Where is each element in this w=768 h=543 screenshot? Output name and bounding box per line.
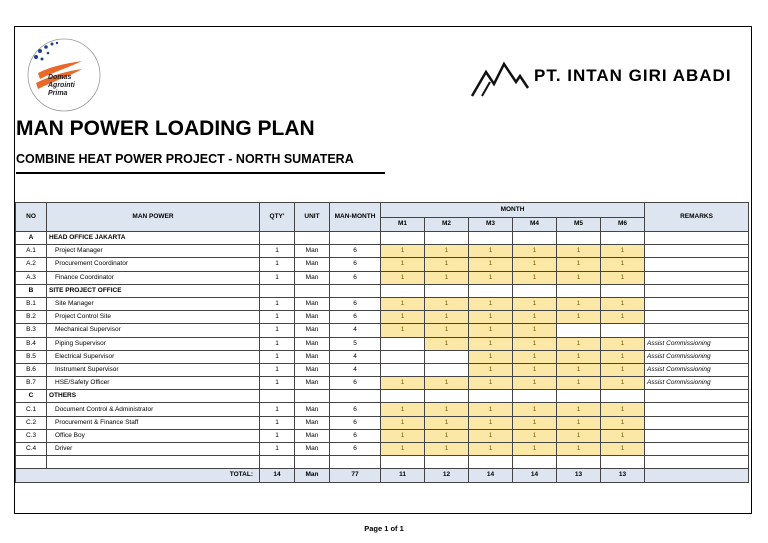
table-row [16, 324, 749, 337]
row-m2: 1 [425, 258, 469, 271]
empty-cell [425, 284, 469, 297]
empty-cell [330, 232, 381, 245]
row-position: Electrical Supervisor [47, 350, 260, 363]
row-unit: Man [295, 403, 330, 416]
row-m6: 1 [601, 337, 645, 350]
page-subtitle: COMBINE HEAT POWER PROJECT - NORTH SUMATERA [16, 152, 354, 166]
row-m4: 1 [513, 377, 557, 390]
row-m3: 1 [469, 245, 513, 258]
table-row [16, 416, 749, 429]
row-m1 [381, 337, 425, 350]
section-row [16, 390, 749, 403]
row-no: A.1 [16, 245, 47, 258]
row-remarks [645, 258, 749, 271]
empty-cell [601, 456, 645, 469]
total-qty: 14 [260, 469, 295, 482]
row-m4: 1 [513, 297, 557, 310]
empty-cell [645, 284, 749, 297]
row-m2 [425, 350, 469, 363]
table-row [16, 363, 749, 376]
row-m5: 1 [557, 271, 601, 284]
row-unit: Man [295, 324, 330, 337]
row-m3: 1 [469, 337, 513, 350]
col-unit-header: UNIT [295, 203, 330, 232]
row-unit: Man [295, 377, 330, 390]
row-m5: 1 [557, 258, 601, 271]
col-m1-header: M1 [381, 217, 425, 231]
table-row [16, 443, 749, 456]
row-m4: 1 [513, 443, 557, 456]
row-man-month: 6 [330, 429, 381, 442]
row-position: Procurement Coordinator [47, 258, 260, 271]
row-m6 [601, 324, 645, 337]
row-m1: 1 [381, 403, 425, 416]
row-unit: Man [295, 443, 330, 456]
row-m6: 1 [601, 429, 645, 442]
row-remarks: Assist Commissioning [645, 377, 749, 390]
section-no: C [16, 390, 47, 403]
row-remarks [645, 443, 749, 456]
section-no: B [16, 284, 47, 297]
row-remarks [645, 311, 749, 324]
row-remarks [645, 403, 749, 416]
total-label: TOTAL: [16, 469, 260, 482]
table-row [16, 350, 749, 363]
row-no: B.4 [16, 337, 47, 350]
row-m5: 1 [557, 443, 601, 456]
row-m5: 1 [557, 403, 601, 416]
row-no: C.1 [16, 403, 47, 416]
total-m2: 12 [425, 469, 469, 482]
empty-cell [645, 456, 749, 469]
row-m6: 1 [601, 443, 645, 456]
row-position: Document Control & Administrator [47, 403, 260, 416]
row-man-month: 4 [330, 350, 381, 363]
row-m2: 1 [425, 337, 469, 350]
row-m1: 1 [381, 271, 425, 284]
subtitle-underline [16, 172, 385, 174]
total-m1: 11 [381, 469, 425, 482]
logo-text-line: Prima [48, 90, 68, 97]
empty-cell [513, 456, 557, 469]
row-m6: 1 [601, 245, 645, 258]
row-man-month: 4 [330, 363, 381, 376]
row-m3: 1 [469, 363, 513, 376]
row-m1: 1 [381, 297, 425, 310]
empty-cell [260, 390, 295, 403]
row-unit: Man [295, 297, 330, 310]
table-row [16, 429, 749, 442]
page-number: Page 1 of 1 [364, 524, 404, 533]
row-m1 [381, 363, 425, 376]
row-m5: 1 [557, 311, 601, 324]
row-m4: 1 [513, 337, 557, 350]
row-m3: 1 [469, 403, 513, 416]
col-month-header: MONTH [381, 203, 645, 218]
col-m6-header: M6 [601, 217, 645, 231]
empty-cell [469, 232, 513, 245]
row-m2: 1 [425, 245, 469, 258]
row-m3: 1 [469, 271, 513, 284]
row-m1: 1 [381, 429, 425, 442]
empty-cell [469, 284, 513, 297]
total-row [16, 469, 749, 482]
section-row [16, 284, 749, 297]
row-no: C.2 [16, 416, 47, 429]
row-man-month: 6 [330, 311, 381, 324]
col-manmonth-header: MAN-MONTH [330, 203, 381, 232]
row-m6: 1 [601, 363, 645, 376]
row-m2: 1 [425, 311, 469, 324]
empty-cell [557, 284, 601, 297]
row-m1 [381, 350, 425, 363]
row-qty: 1 [260, 324, 295, 337]
row-remarks [645, 429, 749, 442]
row-m4: 1 [513, 271, 557, 284]
section-name: SITE PROJECT OFFICE [47, 284, 260, 297]
row-m5: 1 [557, 350, 601, 363]
row-m3: 1 [469, 350, 513, 363]
total-man-month: 77 [330, 469, 381, 482]
row-man-month: 6 [330, 271, 381, 284]
col-no-header: NO [16, 203, 47, 232]
empty-cell [295, 232, 330, 245]
row-m4: 1 [513, 350, 557, 363]
empty-cell [557, 232, 601, 245]
empty-cell [645, 232, 749, 245]
row-m4: 1 [513, 245, 557, 258]
row-man-month: 4 [330, 324, 381, 337]
row-m3: 1 [469, 311, 513, 324]
row-m1: 1 [381, 443, 425, 456]
row-unit: Man [295, 429, 330, 442]
row-no: B.3 [16, 324, 47, 337]
col-remarks-header: REMARKS [645, 203, 749, 232]
row-m2: 1 [425, 297, 469, 310]
row-m3: 1 [469, 297, 513, 310]
row-qty: 1 [260, 429, 295, 442]
section-name: OTHERS [47, 390, 260, 403]
table-row [16, 258, 749, 271]
table-row [16, 403, 749, 416]
empty-cell [513, 232, 557, 245]
logo-text-line: Agrointi [48, 82, 75, 89]
row-unit: Man [295, 337, 330, 350]
row-qty: 1 [260, 377, 295, 390]
row-man-month: 6 [330, 377, 381, 390]
row-qty: 1 [260, 311, 295, 324]
empty-cell [330, 390, 381, 403]
row-m6: 1 [601, 311, 645, 324]
row-m2 [425, 363, 469, 376]
row-m2: 1 [425, 416, 469, 429]
table-row [16, 311, 749, 324]
empty-cell [295, 284, 330, 297]
empty-cell [469, 390, 513, 403]
page-title: MAN POWER LOADING PLAN [16, 117, 315, 140]
row-position: Piping Supervisor [47, 337, 260, 350]
row-remarks: Assist Commissioning [645, 337, 749, 350]
row-unit: Man [295, 258, 330, 271]
empty-cell [601, 390, 645, 403]
table-row [16, 377, 749, 390]
row-m1: 1 [381, 258, 425, 271]
row-no: B.6 [16, 363, 47, 376]
row-position: Finance Coordinator [47, 271, 260, 284]
row-m6: 1 [601, 297, 645, 310]
total-m6: 13 [601, 469, 645, 482]
empty-cell [381, 284, 425, 297]
row-position: HSE/Safety Officer [47, 377, 260, 390]
row-position: Project Control Site [47, 311, 260, 324]
row-qty: 1 [260, 245, 295, 258]
col-m3-header: M3 [469, 217, 513, 231]
row-position: Site Manager [47, 297, 260, 310]
row-man-month: 6 [330, 258, 381, 271]
row-no: A.3 [16, 271, 47, 284]
row-m3: 1 [469, 377, 513, 390]
row-qty: 1 [260, 297, 295, 310]
row-remarks [645, 245, 749, 258]
logo-text-line: Domas [48, 74, 72, 81]
total-unit: Man [295, 469, 330, 482]
row-qty: 1 [260, 350, 295, 363]
row-m3: 1 [469, 258, 513, 271]
empty-cell [601, 232, 645, 245]
row-unit: Man [295, 311, 330, 324]
empty-cell [425, 456, 469, 469]
row-m5: 1 [557, 429, 601, 442]
table-row [16, 245, 749, 258]
row-m2: 1 [425, 271, 469, 284]
col-m4-header: M4 [513, 217, 557, 231]
row-m6: 1 [601, 258, 645, 271]
row-m6: 1 [601, 350, 645, 363]
total-remarks [645, 469, 749, 482]
row-m2: 1 [425, 403, 469, 416]
row-m3: 1 [469, 443, 513, 456]
row-no: B.5 [16, 350, 47, 363]
col-m5-header: M5 [557, 217, 601, 231]
empty-cell [557, 456, 601, 469]
empty-cell [601, 284, 645, 297]
col-m2-header: M2 [425, 217, 469, 231]
empty-cell [260, 456, 295, 469]
row-qty: 1 [260, 271, 295, 284]
row-position: Project Manager [47, 245, 260, 258]
table-row [16, 271, 749, 284]
row-man-month: 6 [330, 443, 381, 456]
row-m2: 1 [425, 377, 469, 390]
row-m3: 1 [469, 324, 513, 337]
row-m6: 1 [601, 416, 645, 429]
row-qty: 1 [260, 363, 295, 376]
empty-cell [330, 284, 381, 297]
row-m6: 1 [601, 377, 645, 390]
row-m4: 1 [513, 429, 557, 442]
empty-cell [425, 232, 469, 245]
row-m1: 1 [381, 311, 425, 324]
row-m5: 1 [557, 337, 601, 350]
row-qty: 1 [260, 403, 295, 416]
logo-text [48, 74, 75, 98]
row-m6: 1 [601, 271, 645, 284]
table-row [16, 337, 749, 350]
row-m1: 1 [381, 377, 425, 390]
row-man-month: 5 [330, 337, 381, 350]
row-no: B.7 [16, 377, 47, 390]
empty-cell [381, 232, 425, 245]
row-m1: 1 [381, 324, 425, 337]
row-qty: 1 [260, 443, 295, 456]
empty-cell [16, 456, 47, 469]
row-m4: 1 [513, 403, 557, 416]
row-unit: Man [295, 416, 330, 429]
row-m5: 1 [557, 297, 601, 310]
row-m5: 1 [557, 377, 601, 390]
empty-cell [295, 390, 330, 403]
empty-cell [425, 390, 469, 403]
total-m5: 13 [557, 469, 601, 482]
row-unit: Man [295, 271, 330, 284]
row-m1: 1 [381, 245, 425, 258]
total-m4: 14 [513, 469, 557, 482]
row-man-month: 6 [330, 245, 381, 258]
row-position: Instrument Supervisor [47, 363, 260, 376]
empty-cell [260, 284, 295, 297]
empty-cell [47, 456, 260, 469]
row-m4: 1 [513, 363, 557, 376]
section-row [16, 232, 749, 245]
row-m3: 1 [469, 416, 513, 429]
empty-cell [513, 390, 557, 403]
row-m4: 1 [513, 416, 557, 429]
section-no: A [16, 232, 47, 245]
row-remarks: Assist Commissioning [645, 363, 749, 376]
row-m1: 1 [381, 416, 425, 429]
row-unit: Man [295, 245, 330, 258]
row-no: C.3 [16, 429, 47, 442]
total-m3: 14 [469, 469, 513, 482]
company-name: PT. INTAN GIRI ABADI [534, 66, 732, 85]
empty-cell [381, 390, 425, 403]
row-m4: 1 [513, 311, 557, 324]
empty-cell [330, 456, 381, 469]
row-position: Mechanical Supervisor [47, 324, 260, 337]
row-remarks [645, 271, 749, 284]
manpower-table [15, 202, 749, 483]
row-no: A.2 [16, 258, 47, 271]
row-position: Procurement & Finance Staff [47, 416, 260, 429]
row-unit: Man [295, 363, 330, 376]
row-m5 [557, 324, 601, 337]
row-remarks [645, 416, 749, 429]
row-m5: 1 [557, 416, 601, 429]
row-qty: 1 [260, 258, 295, 271]
row-m4: 1 [513, 324, 557, 337]
row-man-month: 6 [330, 403, 381, 416]
row-m2: 1 [425, 443, 469, 456]
empty-cell [513, 284, 557, 297]
row-man-month: 6 [330, 297, 381, 310]
row-remarks: Assist Commissioning [645, 350, 749, 363]
blank-row [16, 456, 749, 469]
row-position: Driver [47, 443, 260, 456]
empty-cell [557, 390, 601, 403]
row-qty: 1 [260, 337, 295, 350]
row-no: B.2 [16, 311, 47, 324]
empty-cell [260, 232, 295, 245]
empty-cell [469, 456, 513, 469]
row-no: C.4 [16, 443, 47, 456]
row-m2: 1 [425, 429, 469, 442]
empty-cell [295, 456, 330, 469]
row-m3: 1 [469, 429, 513, 442]
row-m4: 1 [513, 258, 557, 271]
row-m6: 1 [601, 403, 645, 416]
row-man-month: 6 [330, 416, 381, 429]
row-m2: 1 [425, 324, 469, 337]
table-row [16, 297, 749, 310]
empty-cell [381, 456, 425, 469]
row-remarks [645, 297, 749, 310]
col-manpower-header: MAN POWER [47, 203, 260, 232]
empty-cell [645, 390, 749, 403]
mountain-logo-icon [470, 58, 530, 98]
table-body [16, 232, 749, 483]
col-qty-header: QTY' [260, 203, 295, 232]
row-unit: Man [295, 350, 330, 363]
section-name: HEAD OFFICE JAKARTA [47, 232, 260, 245]
row-qty: 1 [260, 416, 295, 429]
row-remarks [645, 324, 749, 337]
row-m5: 1 [557, 363, 601, 376]
row-position: Office Boy [47, 429, 260, 442]
row-m5: 1 [557, 245, 601, 258]
row-no: B.1 [16, 297, 47, 310]
